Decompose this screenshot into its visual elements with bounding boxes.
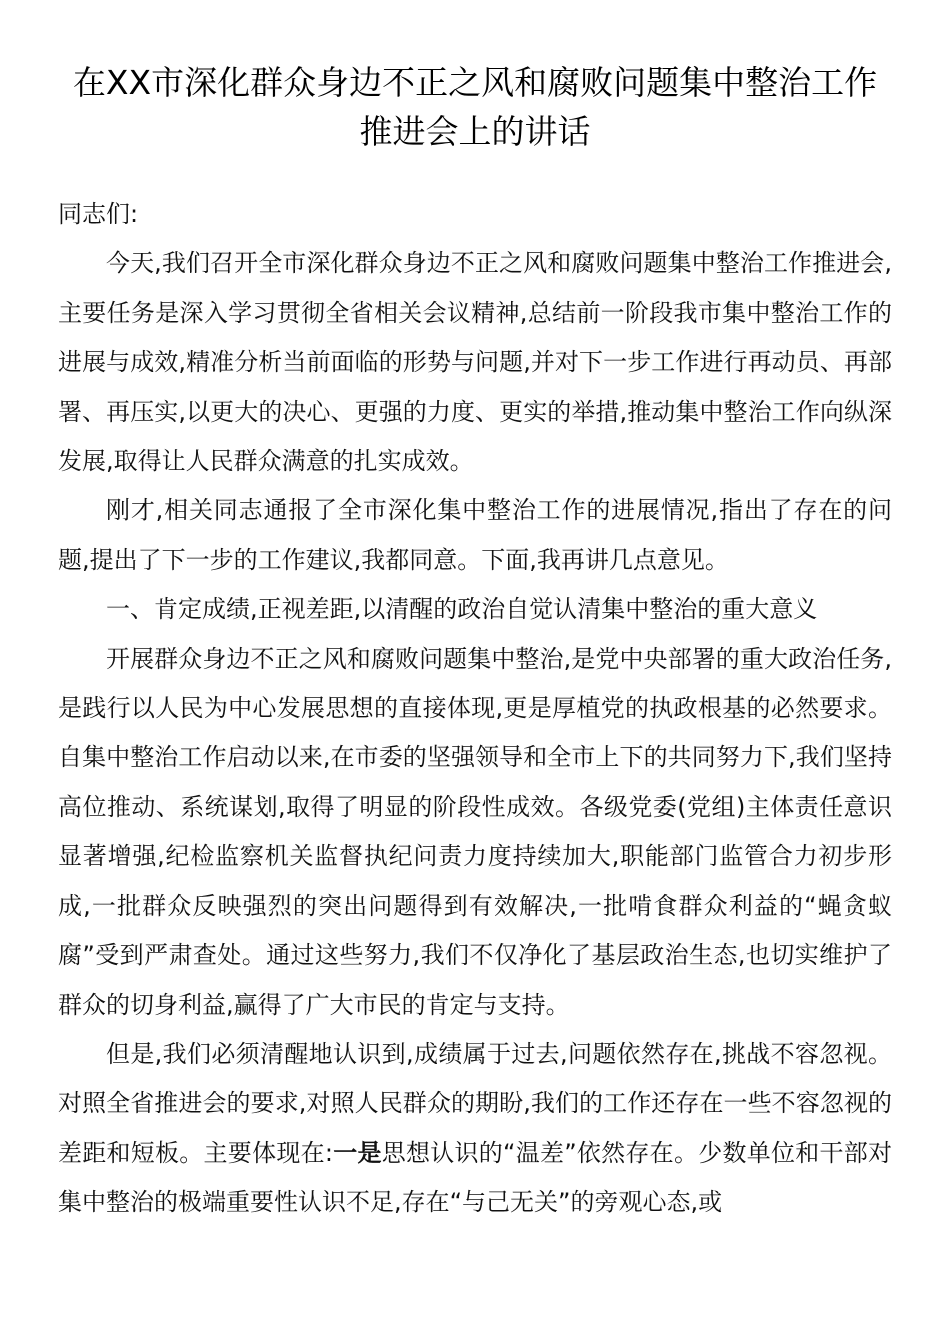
paragraph-opening: 今天,我们召开全市深化群众身边不正之风和腐败问题集中整治工作推进会,主要任务是深入学习贯彻全省相关会议精神,总结前一阶段我市集中整治工作的进展与成效,精准分析当前面临的形势与问题,并对下一步工作进行再动员、再部署、再压实,以更大的决心、更强的力度、更实的举措,推动集中整治工作向纵深发展,取得让人民群众满意的扎实成效。 <box>58 249 892 476</box>
point-one-label: 一是 <box>332 1138 382 1167</box>
section-heading-1: 一、肯定成绩,正视差距,以清醒的政治自觉认清集中整治的重大意义 <box>106 595 818 624</box>
speech-body <box>58 190 892 1228</box>
document-title: 在XX市深化群众身边不正之风和腐败问题集中整治工作推进会上的讲话 <box>72 63 878 151</box>
paragraph-gaps-point-one: 思想认识的“温差”依然存在。少数单位和干部对集中整治的极端重要性认识不足,存在“与己无关”的旁观心态,或 <box>58 1138 893 1217</box>
salutation: 同志们: <box>58 200 139 228</box>
paragraph-gaps-intro: 但是,我们必须清醒地认识到,成绩属于过去,问题依然存在,挑战不容忽视。对照全省推进会的要求,对照人民群众的期盼,我们的工作还存在一些不容忽视的差距和短板。主要体现在: <box>58 1039 892 1167</box>
paragraph-gaps <box>58 1030 892 1228</box>
paragraph-report-response: 刚才,相关同志通报了全市深化集中整治工作的进展情况,指出了存在的问题,提出了下一步的工作建议,我都同意。下面,我再讲几点意见。 <box>58 496 892 574</box>
paragraph-achievements: 开展群众身边不正之风和腐败问题集中整治,是党中央部署的重大政治任务,是践行以人民为中心发展思想的直接体现,更是厚植党的执政根基的必然要求。自集中整治工作启动以来,在市委的坚强领导和全市上下的共同努力下,我们坚持高位推动、系统谋划,取得了明显的阶段性成效。各级党委(党组)主体责任意识显著增强,纪检监察机关监督执纪问责力度持续加大,职能部门监管合力初步形成,一批群众反映强烈的突出问题得到有效解决,一批啃食群众利益的“蝇贪蚁腐”受到严肃查处。通过这些努力,我们不仅净化了基层政治生态,也切实维护了群众的切身利益,赢得了广大市民的肯定与支持。 <box>58 644 892 1019</box>
